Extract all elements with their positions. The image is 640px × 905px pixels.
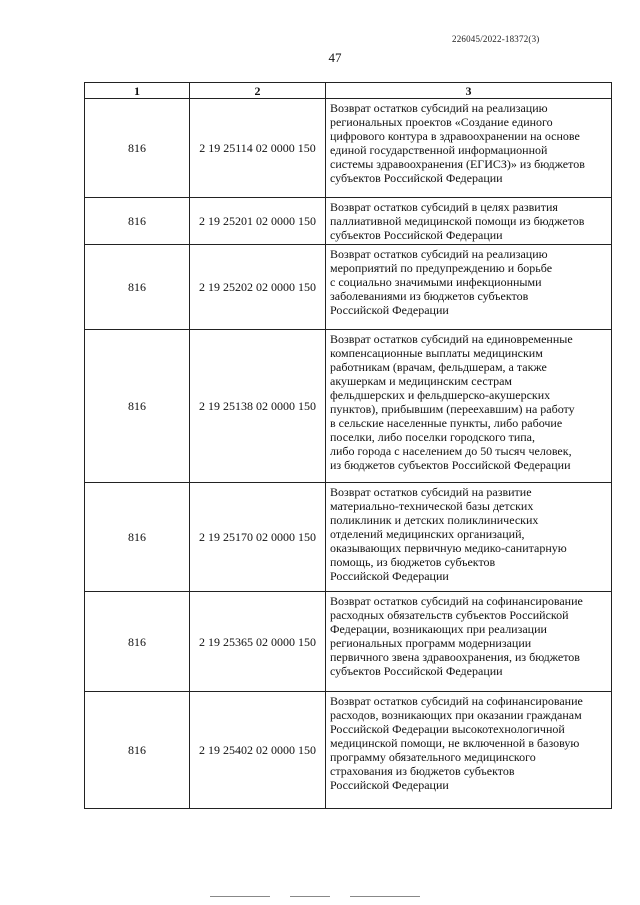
description-line: фельдшерских и фельдшерско-акушерских	[330, 388, 551, 402]
description-line: медицинской помощи, не включенной в базовую	[330, 736, 580, 750]
page-number: 47	[328, 50, 342, 65]
budget-code-cell: 2 19 25170 02 0000 150	[190, 483, 326, 592]
admin-code-cell: 816	[85, 330, 190, 483]
description-cell	[326, 99, 612, 198]
description-line: либо города с населением до 50 тысяч человек,	[330, 444, 572, 458]
description-line: программу обязательного медицинского	[330, 750, 536, 764]
description-line: первичного звена здравоохранения, из бюджетов	[330, 650, 580, 664]
description-line: пунктов), прибывшим (переехавшим) на работу	[330, 402, 575, 416]
description-line: Возврат остатков субсидий на реализацию	[330, 247, 548, 261]
description-cell	[326, 330, 612, 483]
table-header-row	[85, 83, 612, 99]
budget-code-cell: 2 19 25202 02 0000 150	[190, 245, 326, 330]
description-line: Российской Федерации высокотехнологичной	[330, 722, 565, 736]
description-line: компенсационные выплаты медицинским	[330, 346, 543, 360]
description-line: Возврат остатков субсидий в целях развития	[330, 200, 558, 214]
scan-artifact-marks	[210, 896, 440, 899]
column-header-1: 1	[85, 83, 190, 99]
description-line: цифрового контура в здравоохранении на основе	[330, 129, 580, 143]
description-line: субъектов Российской Федерации	[330, 171, 503, 185]
column-header-3: 3	[326, 83, 612, 99]
description-line: Возврат остатков субсидий на софинансирование	[330, 594, 583, 608]
description-line: Возврат остатков субсидий на реализацию	[330, 101, 548, 115]
table-row	[85, 99, 612, 198]
column-header-2: 2	[190, 83, 326, 99]
description-cell	[326, 692, 612, 809]
description-line: региональных программ модернизации	[330, 636, 532, 650]
description-line: акушеркам и медицинским сестрам	[330, 374, 513, 388]
admin-code-cell: 816	[85, 592, 190, 692]
budget-code-cell: 2 19 25114 02 0000 150	[190, 99, 326, 198]
description-line: Российской Федерации	[330, 303, 449, 317]
description-line: работникам (врачам, фельдшерам, а также	[330, 360, 547, 374]
table-row	[85, 245, 612, 330]
description-line: расходов, возникающих при оказании гражданам	[330, 708, 582, 722]
description-line: из бюджетов субъектов Российской Федерации	[330, 458, 571, 472]
description-line: с социально значимыми инфекционными	[330, 275, 542, 289]
description-line: заболеваниями из бюджетов субъектов	[330, 289, 529, 303]
description-line: субъектов Российской Федерации	[330, 228, 503, 242]
description-line: отделений медицинских организаций,	[330, 527, 525, 541]
budget-code-cell: 2 19 25402 02 0000 150	[190, 692, 326, 809]
table-row	[85, 330, 612, 483]
table-row	[85, 592, 612, 692]
description-line: Возврат остатков субсидий на софинансирование	[330, 694, 583, 708]
table-row	[85, 198, 612, 245]
description-line: Федерации, возникающих при реализации	[330, 622, 547, 636]
description-cell	[326, 592, 612, 692]
admin-code-cell: 816	[85, 245, 190, 330]
description-line: расходных обязательств субъектов Российской	[330, 608, 569, 622]
admin-code-cell: 816	[85, 692, 190, 809]
admin-code-cell: 816	[85, 198, 190, 245]
description-line: системы здравоохранения (ЕГИСЗ)» из бюджетов	[330, 157, 585, 171]
description-line: субъектов Российской Федерации	[330, 664, 503, 678]
budget-code-cell: 2 19 25138 02 0000 150	[190, 330, 326, 483]
description-line: страхования из бюджетов субъектов	[330, 764, 515, 778]
document-id: 226045/2022-18372(3)	[452, 34, 540, 44]
budget-code-cell: 2 19 25201 02 0000 150	[190, 198, 326, 245]
table-row	[85, 692, 612, 809]
description-line: в сельские населенные пункты, либо рабочие	[330, 416, 563, 430]
description-line: Возврат остатков субсидий на развитие	[330, 485, 532, 499]
description-line: региональных проектов «Создание единого	[330, 115, 553, 129]
description-line: поселки, либо поселки городского типа,	[330, 430, 536, 444]
description-cell	[326, 198, 612, 245]
description-line: Российской Федерации	[330, 778, 449, 792]
description-line: оказывающих первичную медико-санитарную	[330, 541, 567, 555]
admin-code-cell: 816	[85, 483, 190, 592]
description-line: помощь, из бюджетов субъектов	[330, 555, 496, 569]
description-line: единой государственной информационной	[330, 143, 548, 157]
description-line: Возврат остатков субсидий на единовременные	[330, 332, 573, 346]
table-row	[85, 483, 612, 592]
admin-code-cell: 816	[85, 99, 190, 198]
budget-codes-table	[84, 82, 612, 809]
description-line: поликлиник и детских поликлинических	[330, 513, 539, 527]
description-line: паллиативной медицинской помощи из бюджетов	[330, 214, 585, 228]
description-cell	[326, 245, 612, 330]
budget-code-cell: 2 19 25365 02 0000 150	[190, 592, 326, 692]
description-line: Российской Федерации	[330, 569, 449, 583]
description-line: мероприятий по предупреждению и борьбе	[330, 261, 553, 275]
description-line: материально-технической базы детских	[330, 499, 534, 513]
description-cell	[326, 483, 612, 592]
